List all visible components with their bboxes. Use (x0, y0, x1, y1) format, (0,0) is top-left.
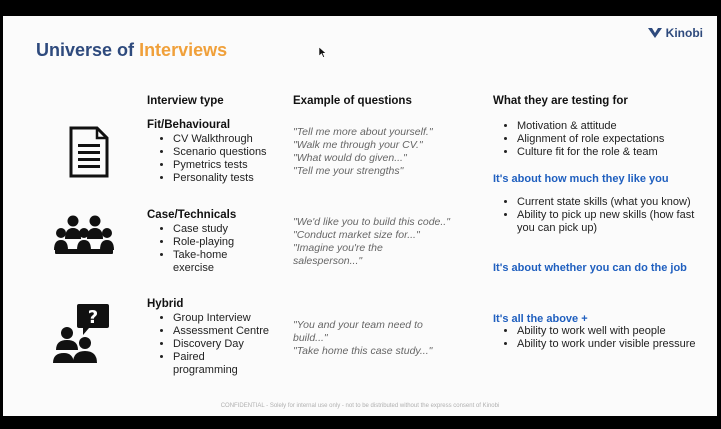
confidential-footer: CONFIDENTIAL - Solely for internal use only - not to be distributed without the express consent of Kinobi (220, 403, 500, 409)
question-line: "Tell me more about yourself." (293, 126, 433, 138)
group-meeting-icon (53, 215, 115, 257)
case-items-list (151, 223, 234, 275)
list-item: • Culture fit for the role & team (517, 146, 717, 159)
list-item: • Current state skills (what you know) (517, 196, 707, 209)
fit-testing-list (495, 120, 717, 159)
row-title-case: Case/Technicals (147, 209, 237, 221)
case-testing-list (495, 196, 707, 235)
document-icon (69, 126, 109, 178)
question-line: "You and your team need to (293, 319, 423, 331)
title-part-1: Universe of (36, 40, 135, 60)
mouse-cursor-icon (319, 47, 327, 58)
question-line: "We'd like you to build this code.." (293, 216, 450, 228)
question-line: "Walk me through your CV." (293, 139, 423, 151)
kinobi-logo (647, 26, 703, 40)
question-line: "Imagine you're the (293, 242, 383, 254)
list-item: • Role-playing (173, 236, 234, 249)
list-item: programming (173, 364, 238, 376)
hybrid-items-list (151, 312, 269, 377)
list-item: • Motivation & attitude (517, 120, 717, 133)
question-line: "What would do given..." (293, 152, 407, 164)
svg-text:?: ? (87, 307, 99, 328)
slide-title (36, 40, 227, 61)
hybrid-emphasis: It's all the above + (493, 313, 588, 325)
question-line: salesperson..." (293, 255, 363, 267)
list-item: • Alignment of role expectations (517, 133, 717, 146)
list-item: • Ability to work well with people (517, 325, 717, 338)
question-line: build..." (293, 332, 328, 344)
logo-text: Kinobi (665, 26, 703, 40)
row-title-fit: Fit/Behavioural (147, 119, 231, 131)
list-item: • Scenario questions (173, 146, 267, 159)
people-question-icon (53, 303, 111, 365)
question-line: "Take home this case study..." (293, 345, 433, 357)
list-item: • Assessment Centre (173, 325, 269, 338)
list-item: • Discovery Day (173, 338, 269, 351)
case-questions (293, 216, 450, 268)
column-header-type: Interview type (147, 95, 224, 107)
column-header-questions: Example of questions (293, 95, 412, 107)
list-item: • Take-home (173, 249, 234, 262)
fit-emphasis: It's about how much they like you (493, 173, 669, 185)
list-item: • Personality tests (173, 172, 267, 185)
fit-items-list (151, 133, 267, 185)
column-header-testing: What they are testing for (493, 95, 628, 107)
list-item: • Pymetrics tests (173, 159, 267, 172)
list-item: • Group Interview (173, 312, 269, 325)
question-line: "Tell me your strengths" (293, 165, 404, 177)
case-emphasis: It's about whether you can do the job (493, 262, 687, 274)
list-item: • Paired (173, 351, 269, 364)
list-item: • CV Walkthrough (173, 133, 267, 146)
fit-questions (293, 126, 433, 178)
title-part-2: Interviews (139, 40, 228, 60)
hybrid-testing-list (495, 325, 717, 351)
list-item: exercise (173, 262, 214, 274)
kinobi-logo-icon (647, 27, 663, 39)
question-line: "Conduct market size for..." (293, 229, 420, 241)
list-item: • Ability to work under visible pressure (517, 338, 717, 351)
list-item: • Case study (173, 223, 234, 236)
hybrid-questions (293, 319, 432, 358)
slide (3, 16, 717, 416)
list-item: • Ability to pick up new skills (how fast you can pick up) (517, 209, 707, 235)
row-title-hybrid: Hybrid (147, 298, 184, 310)
